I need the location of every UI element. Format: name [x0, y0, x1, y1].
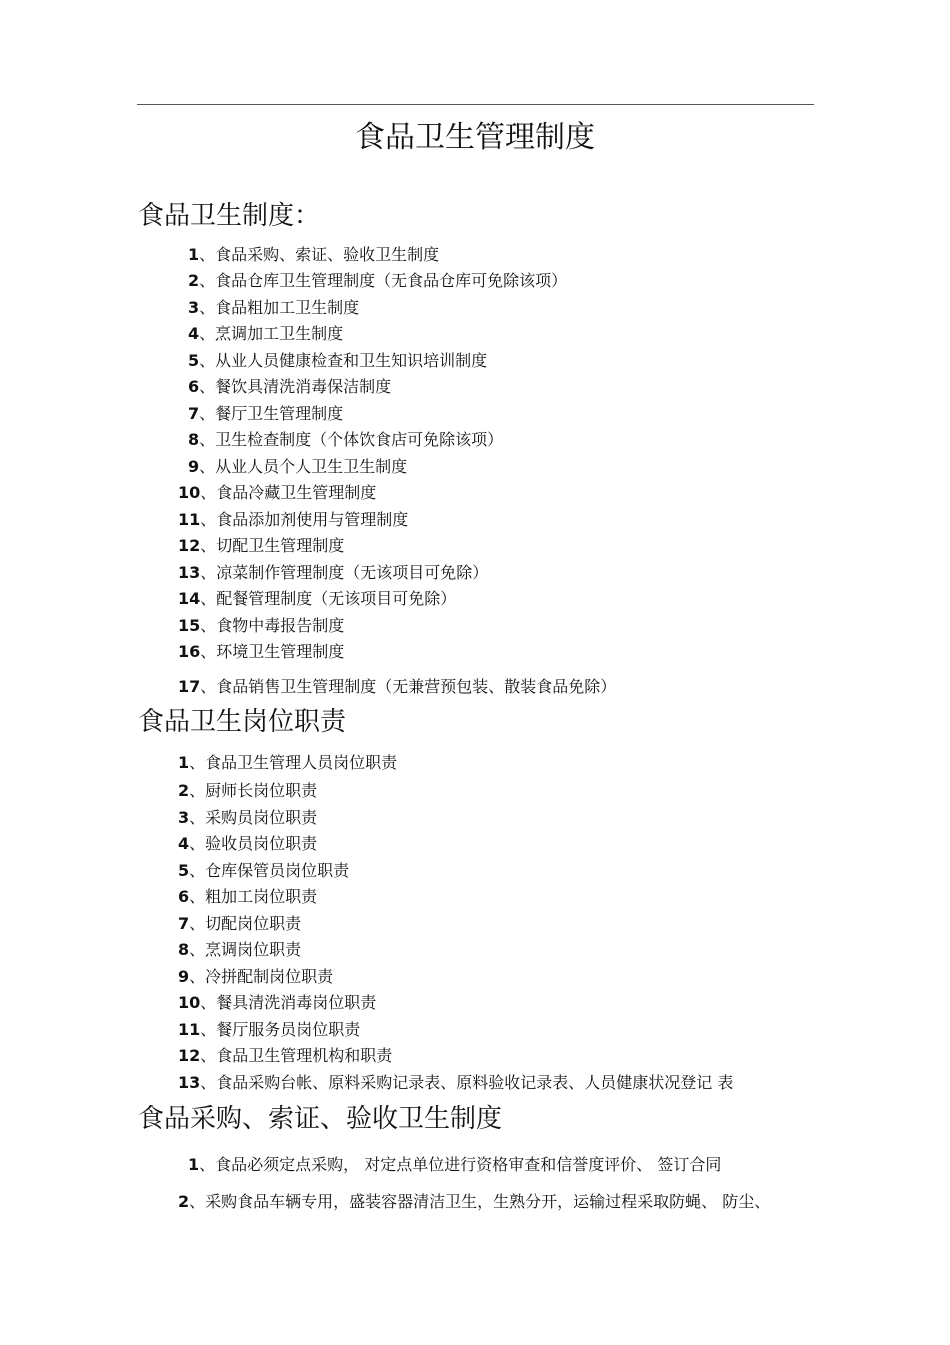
item-separator: 、: [199, 245, 216, 264]
item-number: 3: [178, 808, 190, 827]
item-separator: 、: [200, 1073, 217, 1092]
item-number: 11: [178, 1020, 201, 1039]
item-number: 5: [178, 861, 190, 880]
section-heading: 食品卫生制度：: [138, 201, 321, 231]
item-text: 食品必须定点采购， 对定点单位进行资格审查和信誉度评价、 签订合同: [215, 1155, 722, 1174]
list-item: [178, 1045, 392, 1067]
list-item: [178, 860, 349, 882]
item-separator: 、: [189, 753, 206, 772]
item-text: 从业人员个人卫生卫生制度: [215, 457, 408, 476]
list-item: [178, 780, 317, 802]
list-item: [178, 1191, 770, 1213]
list-item: [188, 270, 567, 292]
item-separator: 、: [200, 1046, 217, 1065]
item-text: 食物中毒报告制度: [216, 616, 345, 635]
list-item: [178, 535, 344, 557]
item-separator: 、: [199, 298, 216, 317]
item-text: 采购员岗位职责: [205, 808, 318, 827]
list-item: [178, 1019, 360, 1041]
item-separator: 、: [199, 404, 216, 423]
list-item: [178, 992, 376, 1014]
item-number: 10: [178, 993, 201, 1012]
item-number: 7: [178, 914, 190, 933]
list-item: [178, 833, 317, 855]
item-separator: 、: [200, 589, 217, 608]
item-separator: 、: [200, 993, 217, 1012]
header-rule: [137, 104, 814, 105]
list-item: [188, 297, 359, 319]
item-text: 食品采购台帐、原料采购记录表、原料验收记录表、人员健康状况登记 表: [216, 1073, 734, 1092]
item-separator: 、: [199, 271, 216, 290]
item-text: 凉菜制作管理制度（无该项目可免除）: [216, 563, 489, 582]
item-separator: 、: [200, 1020, 217, 1039]
item-separator: 、: [199, 1155, 216, 1174]
list-item: [178, 615, 344, 637]
item-separator: 、: [189, 967, 206, 986]
list-item: [178, 676, 616, 698]
item-separator: 、: [189, 1192, 206, 1211]
item-text: 餐厅卫生管理制度: [215, 404, 344, 423]
item-number: 11: [178, 510, 201, 529]
item-text: 从业人员健康检查和卫生知识培训制度: [215, 351, 488, 370]
item-number: 8: [178, 940, 190, 959]
list-item: [178, 966, 333, 988]
item-separator: 、: [189, 940, 206, 959]
item-text: 卫生检查制度（个体饮食店可免除该项）: [215, 430, 504, 449]
item-number: 13: [178, 1073, 201, 1092]
item-separator: 、: [189, 834, 206, 853]
item-number: 10: [178, 483, 201, 502]
item-separator: 、: [200, 510, 217, 529]
item-separator: 、: [189, 914, 206, 933]
item-text: 食品采购、索证、验收卫生制度: [215, 245, 440, 264]
item-number: 9: [188, 457, 200, 476]
list-item: [188, 1154, 721, 1176]
item-separator: 、: [189, 808, 206, 827]
item-separator: 、: [189, 861, 206, 880]
item-number: 17: [178, 677, 201, 696]
list-item: [178, 482, 376, 504]
item-number: 4: [188, 324, 200, 343]
list-item: [178, 1072, 733, 1094]
section-heading: 食品采购、索证、验收卫生制度: [138, 1104, 503, 1134]
list-item: [178, 886, 317, 908]
list-item: [188, 350, 487, 372]
item-number: 2: [178, 1192, 190, 1211]
list-item: [178, 588, 456, 610]
list-item: [188, 323, 343, 345]
list-item: [188, 429, 503, 451]
item-text: 食品卫生管理人员岗位职责: [205, 753, 398, 772]
item-text: 食品粗加工卫生制度: [215, 298, 360, 317]
list-item: [188, 244, 439, 266]
item-number: 12: [178, 536, 201, 555]
item-number: 2: [188, 271, 200, 290]
item-separator: 、: [199, 377, 216, 396]
item-separator: 、: [189, 781, 206, 800]
item-number: 13: [178, 563, 201, 582]
item-separator: 、: [200, 677, 217, 696]
list-item: [178, 562, 488, 584]
item-number: 16: [178, 642, 201, 661]
item-separator: 、: [199, 324, 216, 343]
item-number: 6: [188, 377, 200, 396]
item-number: 14: [178, 589, 201, 608]
item-separator: 、: [200, 642, 217, 661]
item-separator: 、: [199, 457, 216, 476]
item-number: 4: [178, 834, 190, 853]
section-heading: 食品卫生岗位职责: [138, 707, 347, 737]
item-number: 1: [178, 753, 190, 772]
document-title: 食品卫生管理制度: [355, 120, 595, 155]
item-number: 9: [178, 967, 190, 986]
item-number: 1: [188, 1155, 200, 1174]
item-text: 烹调岗位职责: [205, 940, 302, 959]
item-number: 12: [178, 1046, 201, 1065]
item-text: 配餐管理制度（无该项目可免除）: [216, 589, 457, 608]
item-number: 7: [188, 404, 200, 423]
item-number: 2: [178, 781, 190, 800]
item-text: 餐厅服务员岗位职责: [216, 1020, 361, 1039]
item-number: 6: [178, 887, 190, 906]
item-text: 厨师长岗位职责: [205, 781, 318, 800]
item-text: 环境卫生管理制度: [216, 642, 345, 661]
item-separator: 、: [199, 351, 216, 370]
list-item: [188, 403, 343, 425]
item-text: 切配卫生管理制度: [216, 536, 345, 555]
list-item: [178, 509, 408, 531]
item-text: 烹调加工卫生制度: [215, 324, 344, 343]
list-item: [188, 376, 391, 398]
item-text: 冷拼配制岗位职责: [205, 967, 334, 986]
list-item: [178, 641, 344, 663]
item-number: 3: [188, 298, 200, 317]
item-text: 食品销售卫生管理制度（无兼营预包装、散装食品免除）: [216, 677, 617, 696]
item-text: 粗加工岗位职责: [205, 887, 318, 906]
item-text: 食品冷藏卫生管理制度: [216, 483, 377, 502]
item-text: 仓库保管员岗位职责: [205, 861, 350, 880]
list-item: [178, 807, 317, 829]
item-text: 验收员岗位职责: [205, 834, 318, 853]
list-item: [188, 456, 407, 478]
list-item: [178, 752, 397, 774]
item-text: 食品仓库卫生管理制度（无食品仓库可免除该项）: [215, 271, 568, 290]
item-text: 切配岗位职责: [205, 914, 302, 933]
item-number: 1: [188, 245, 200, 264]
item-separator: 、: [200, 536, 217, 555]
item-number: 15: [178, 616, 201, 635]
item-text: 食品添加剂使用与管理制度: [216, 510, 409, 529]
item-text: 餐饮具清洗消毒保洁制度: [215, 377, 392, 396]
item-separator: 、: [200, 483, 217, 502]
list-item: [178, 939, 301, 961]
item-text: 食品卫生管理机构和职责: [216, 1046, 393, 1065]
item-text: 餐具清洗消毒岗位职责: [216, 993, 377, 1012]
item-text: 采购食品车辆专用，盛装容器清洁卫生，生熟分开，运输过程采取防蝇、 防尘、: [205, 1192, 771, 1211]
item-separator: 、: [199, 430, 216, 449]
list-item: [178, 913, 301, 935]
item-separator: 、: [189, 887, 206, 906]
item-separator: 、: [200, 616, 217, 635]
item-number: 8: [188, 430, 200, 449]
item-separator: 、: [200, 563, 217, 582]
item-number: 5: [188, 351, 200, 370]
